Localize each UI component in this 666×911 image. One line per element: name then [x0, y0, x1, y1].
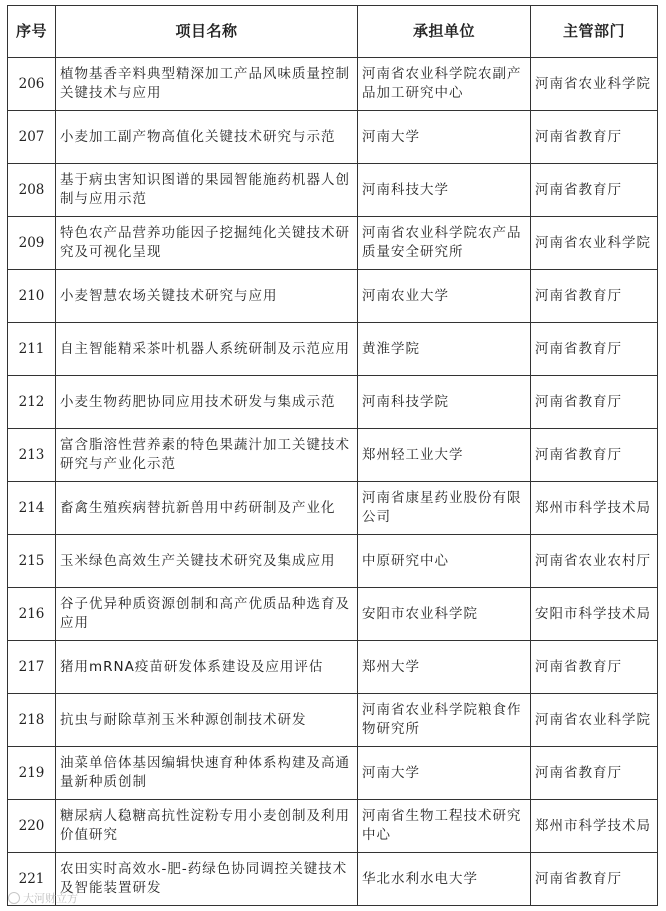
- cell-dept: 河南省教育厅: [531, 376, 658, 429]
- cell-unit: 中原研究中心: [358, 535, 531, 588]
- cell-dept: 河南省教育厅: [531, 270, 658, 323]
- cell-dept: 河南省农业科学院: [531, 694, 658, 747]
- cell-seq: 220: [8, 800, 56, 853]
- cell-unit: 河南省农业科学院粮食作物研究所: [358, 694, 531, 747]
- cell-project-name: 猪用mRNA疫苗研发体系建设及应用评估: [56, 641, 358, 694]
- table-row: [8, 853, 658, 906]
- header-unit: 承担单位: [358, 6, 531, 58]
- cell-seq: 217: [8, 641, 56, 694]
- cell-unit: 郑州大学: [358, 641, 531, 694]
- table-row: [8, 641, 658, 694]
- cell-seq: 207: [8, 111, 56, 164]
- table-row: [8, 164, 658, 217]
- cell-project-name: 农田实时高效水-肥-药绿色协同调控关键技术及智能装置研发: [56, 853, 358, 906]
- cell-project-name: 油菜单倍体基因编辑快速育种体系构建及高通量新种质创制: [56, 747, 358, 800]
- cell-seq: 210: [8, 270, 56, 323]
- cell-seq: 209: [8, 217, 56, 270]
- cell-unit: 河南省农业科学院农副产品加工研究中心: [358, 58, 531, 111]
- table-row: [8, 323, 658, 376]
- watermark-text: 大河财立方: [23, 892, 78, 905]
- cell-project-name: 畜禽生殖疾病替抗新兽用中药研制及产业化: [56, 482, 358, 535]
- cell-project-name: 糖尿病人稳糖高抗性淀粉专用小麦创制及利用价值研究: [56, 800, 358, 853]
- cell-project-name: 小麦生物药肥协同应用技术研发与集成示范: [56, 376, 358, 429]
- table-row: [8, 58, 658, 111]
- header-dept: 主管部门: [531, 6, 658, 58]
- table-row: [8, 376, 658, 429]
- cell-unit: 河南科技学院: [358, 376, 531, 429]
- project-table: [7, 5, 658, 906]
- table-row: [8, 747, 658, 800]
- cell-unit: 河南省生物工程技术研究中心: [358, 800, 531, 853]
- cell-project-name: 抗虫与耐除草剂玉米种源创制技术研发: [56, 694, 358, 747]
- cell-seq: 211: [8, 323, 56, 376]
- cell-unit: 河南农业大学: [358, 270, 531, 323]
- cell-seq: 208: [8, 164, 56, 217]
- table-header-row: [8, 6, 658, 58]
- cell-unit: 河南大学: [358, 111, 531, 164]
- cell-seq: 218: [8, 694, 56, 747]
- table-row: [8, 111, 658, 164]
- cell-seq: 215: [8, 535, 56, 588]
- cell-dept: 河南省农业科学院: [531, 58, 658, 111]
- table-row: [8, 694, 658, 747]
- cell-unit: 安阳市农业科学院: [358, 588, 531, 641]
- cell-dept: 郑州市科学技术局: [531, 800, 658, 853]
- table-row: [8, 800, 658, 853]
- cell-unit: 郑州轻工业大学: [358, 429, 531, 482]
- table-row: [8, 217, 658, 270]
- cell-unit: 河南省康星药业股份有限公司: [358, 482, 531, 535]
- cell-unit: 河南科技大学: [358, 164, 531, 217]
- cell-unit: 河南大学: [358, 747, 531, 800]
- circle-logo-icon: [8, 892, 20, 904]
- cell-dept: 河南省教育厅: [531, 747, 658, 800]
- cell-seq: 216: [8, 588, 56, 641]
- header-seq: 序号: [8, 6, 56, 58]
- cell-project-name: 植物基香辛料典型精深加工产品风味质量控制关键技术与应用: [56, 58, 358, 111]
- cell-dept: 河南省教育厅: [531, 111, 658, 164]
- watermark: [8, 890, 78, 906]
- cell-dept: 河南省教育厅: [531, 323, 658, 376]
- cell-dept: 河南省教育厅: [531, 429, 658, 482]
- table-row: [8, 482, 658, 535]
- cell-project-name: 谷子优异种质资源创制和高产优质品种选育及应用: [56, 588, 358, 641]
- cell-seq: 219: [8, 747, 56, 800]
- header-project-name: 项目名称: [56, 6, 358, 58]
- cell-unit: 华北水利水电大学: [358, 853, 531, 906]
- cell-dept: 河南省教育厅: [531, 853, 658, 906]
- table-row: [8, 535, 658, 588]
- cell-project-name: 小麦智慧农场关键技术研究与应用: [56, 270, 358, 323]
- cell-dept: 河南省教育厅: [531, 164, 658, 217]
- cell-project-name: 特色农产品营养功能因子挖掘纯化关键技术研究及可视化呈现: [56, 217, 358, 270]
- cell-seq: 206: [8, 58, 56, 111]
- table-row: [8, 270, 658, 323]
- cell-project-name: 玉米绿色高效生产关键技术研究及集成应用: [56, 535, 358, 588]
- cell-unit: 河南省农业科学院农产品质量安全研究所: [358, 217, 531, 270]
- cell-dept: 郑州市科学技术局: [531, 482, 658, 535]
- cell-seq: 212: [8, 376, 56, 429]
- cell-project-name: 富含脂溶性营养素的特色果蔬汁加工关键技术研究与产业化示范: [56, 429, 358, 482]
- cell-project-name: 基于病虫害知识图谱的果园智能施药机器人创制与应用示范: [56, 164, 358, 217]
- cell-project-name: 自主智能精采茶叶机器人系统研制及示范应用: [56, 323, 358, 376]
- cell-project-name: 小麦加工副产物高值化关键技术研究与示范: [56, 111, 358, 164]
- cell-seq: 214: [8, 482, 56, 535]
- cell-seq: 221: [8, 853, 56, 906]
- cell-dept: 河南省教育厅: [531, 641, 658, 694]
- cell-dept: 河南省农业科学院: [531, 217, 658, 270]
- cell-unit: 黄淮学院: [358, 323, 531, 376]
- cell-seq: 213: [8, 429, 56, 482]
- cell-dept: 安阳市科学技术局: [531, 588, 658, 641]
- table-row: [8, 429, 658, 482]
- table-row: [8, 588, 658, 641]
- cell-dept: 河南省农业农村厅: [531, 535, 658, 588]
